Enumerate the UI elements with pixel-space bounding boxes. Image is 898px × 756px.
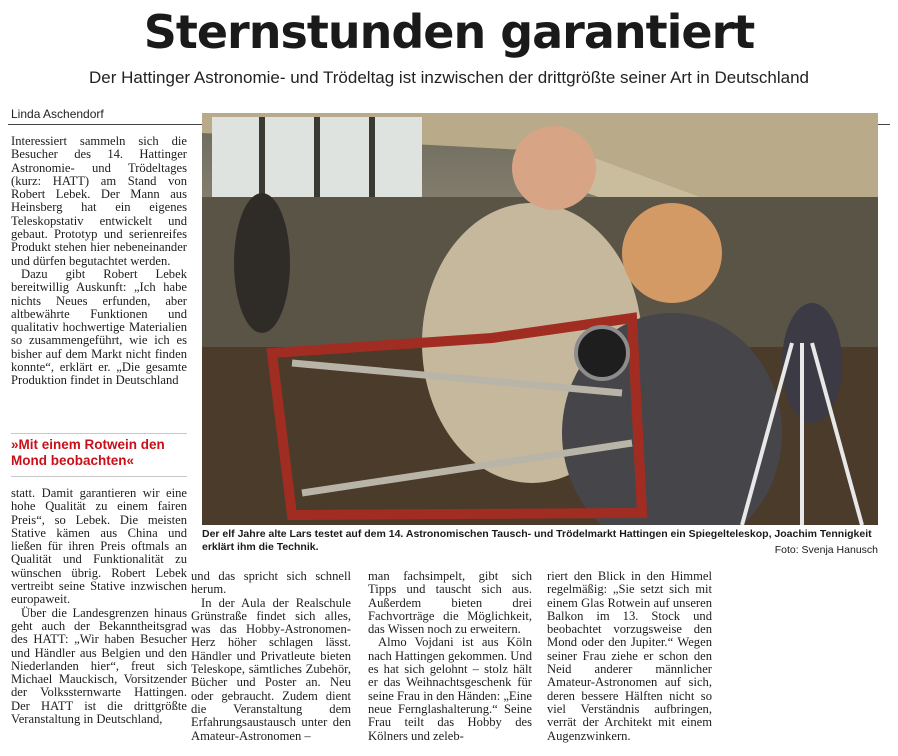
- column-3: [368, 570, 532, 743]
- paragraph: statt. Damit garantieren wir eine hohe Qualität zu einem fairen Preis“, so Lebek. Die meisten Stative kämen aus China und ließen für ihren Preis oftmals an Qualität und Funktionalität zu wünschen übrig. Robert Lebek vertreibt seine Stative inzwischen europaweit.: [11, 486, 187, 607]
- photo-credit: Foto: Svenja Hanusch: [774, 544, 878, 556]
- photo-caption: Der elf Jahre alte Lars testet auf dem 14. Astronomischen Tausch- und Trödelmarkt Hattingen ein Spiegelteleskop, Joachim Tennigkeit erklärt ihm die Technik.: [202, 528, 872, 553]
- eyepiece: [576, 327, 628, 379]
- paragraph: In der Aula der Realschule Grünstraße findet sich alles, was das Hobby-Astronomen-Herz höher schlagen lässt. Händler und Privatleute bieten Teleskope, sämtliches Zubehör, Bücher und Poster an. Neu oder gebraucht. Zudem dient die Veranstaltung dem Erfahrungsaustausch unter den Amateur-Astronomen –: [191, 595, 351, 743]
- article-headline: Sternstunden garantiert: [143, 5, 755, 59]
- photo-illustration: [202, 113, 878, 525]
- column-4: [547, 570, 712, 743]
- author-byline: Linda Aschendorf: [11, 107, 104, 121]
- paragraph: riert den Blick in den Himmel regelmäßig: „Sie setzt sich mit einem Glas Rotwein auf unseren Balkon im 13. Stock und beobachtet vorzugsweise den Mond oder den Jupiter.“ Wegen seiner Frau ziehe er schon den Neid anderer männlicher Amateur-Astronomen auf sich, deren bessere Hälften nicht so viel Verständnis aufbringen, verrät der Architekt mit einem Augenzwinkern.: [547, 569, 712, 743]
- paragraph: Über die Landesgrenzen hinaus geht auch der Bekanntheitsgrad des HATT: „Wir haben Besucher und Händler aus Belgien und den Niederlanden hier“, freut sich Michael Mauckisch, Vorsitzender der Volkssternwarte Hattingen. Der HATT ist die drittgrößte Veranstaltung in Deutschland,: [11, 605, 187, 727]
- paragraph: Dazu gibt Robert Lebek bereitwillig Auskunft: „Ich habe nichts Neues erfunden, aber altbewährte Funktionen und qualitativ hochwertige Materialien so zusammengeführt, wie ich es bisher auf dem Markt nicht finden konnte“, erklärt er. „Die gesamte Produktion findet in Deutschland: [11, 266, 187, 388]
- visitor-silhouette: [234, 193, 290, 333]
- paragraph: man fachsimpelt, gibt sich Tipps und tauscht sich aus. Außerdem bieten drei Fachvorträge die Möglichkeit, das Wissen noch zu erweitern.: [368, 569, 532, 637]
- visitor-silhouette: [782, 303, 842, 423]
- pull-quote: »Mit einem Rotwein den Mond beobachten«: [11, 433, 187, 469]
- paragraph: Almo Vojdani ist aus Köln nach Hattingen gekommen. Und es hat sich gelohnt – stolz hält er das Weihnachtsgeschenk für seine Frau in den Händen: „Eine neue Fernglashalterung.“ Seine Frau teilt das Hobby des Kölners und zeleb-: [368, 635, 533, 743]
- man-head: [512, 126, 596, 210]
- column-1-top: [11, 135, 187, 388]
- column-1-bottom: [11, 487, 187, 726]
- article-subheadline: Der Hattinger Astronomie- und Trödeltag ist inzwischen der drittgrößte seiner Art in Deutschland: [88, 68, 809, 87]
- column-2: [191, 570, 351, 743]
- pull-quote-divider: [11, 476, 187, 477]
- article-photo: [202, 113, 878, 525]
- paragraph: Interessiert sammeln sich die Besucher des 14. Hattinger Astronomie- und Trödeltages (kurz: HATT) am Stand von Robert Lebek. Der Mann aus Heinsberg hat ein eigenes Teleskopstativ entwickelt und gebaut. Prototyp und serienreifes Produkt stehen hier nebeneinander und dürfen begutachtet werden.: [11, 134, 187, 268]
- paragraph: und das spricht sich schnell herum.: [191, 569, 351, 597]
- boy-head: [622, 203, 722, 303]
